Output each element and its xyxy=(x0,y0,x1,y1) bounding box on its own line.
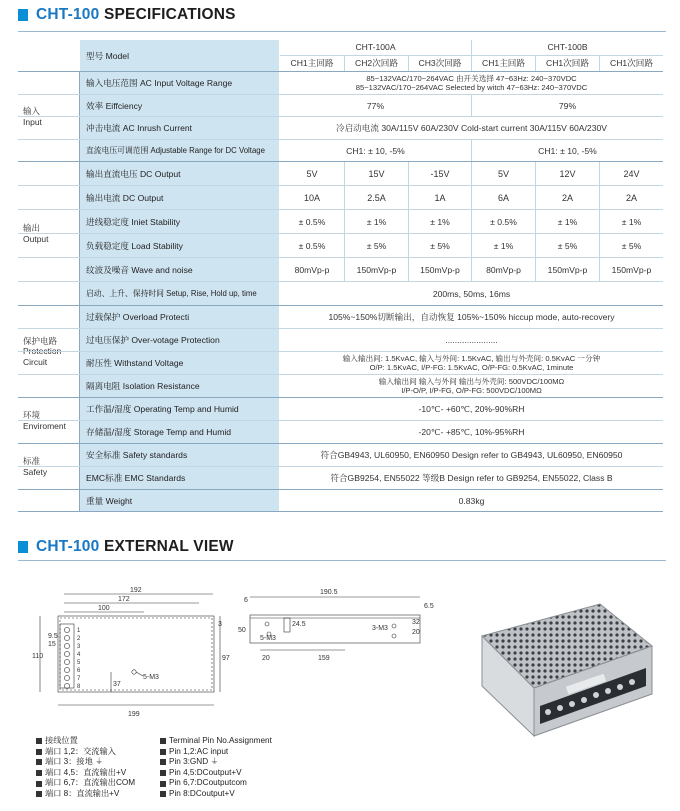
row-label: 过载保护 Overload Protecti xyxy=(80,306,280,328)
emc-value: 符合GB9254, EN55022 等级B Design refer to GB9254, EN55022, Class B xyxy=(330,473,613,483)
row-emc xyxy=(18,467,663,490)
legend-cn-title: 接线位置 xyxy=(36,736,135,747)
value-cell: ± 1% xyxy=(408,210,471,233)
view-title: EXTERNAL VIEW xyxy=(103,538,234,555)
channel-header: CH2次回路 xyxy=(344,56,408,71)
channel-header: CH1主回路 xyxy=(290,58,334,69)
bullet-icon xyxy=(160,749,166,755)
value-cell: ± 1% xyxy=(535,210,599,233)
bullet-icon xyxy=(160,781,166,787)
value-cell: -15V xyxy=(408,162,471,185)
legend-item: 端口 6,7：直流输出COM xyxy=(36,778,135,789)
bullet-icon xyxy=(160,759,166,765)
bullet-icon xyxy=(36,738,42,744)
row-load-reg xyxy=(18,234,663,258)
terminal-number: 6 xyxy=(77,668,81,674)
dim-label: 9.5 xyxy=(48,633,58,640)
terminal-number: 3 xyxy=(77,644,81,650)
bullet-icon xyxy=(36,781,42,787)
terminal-block xyxy=(60,624,74,688)
value-cell: 2.5A xyxy=(344,186,408,209)
value-cell: 10A xyxy=(303,192,320,203)
value-cell: ± 0.5% xyxy=(298,216,326,227)
row-weight xyxy=(18,490,663,512)
row-label: 输出电流 DC Output xyxy=(80,186,280,209)
ac-input-line1: 85~132VAC/170~264VAC 由开关选择 47~63Hz: 240~370VDC xyxy=(366,73,577,83)
dim-label: 110 xyxy=(32,653,44,660)
row-withstand xyxy=(18,352,663,375)
row-efficiency xyxy=(18,95,663,117)
row-adjust xyxy=(18,140,663,162)
row-timing xyxy=(18,282,663,306)
group-input: 输入 Input xyxy=(18,72,80,162)
side-slot xyxy=(284,618,290,632)
value-cell: 1A xyxy=(408,186,471,209)
view-rule xyxy=(18,560,666,561)
row-label: 耐压性 Withstand Voltage xyxy=(80,352,280,374)
row-safety-std xyxy=(18,444,663,467)
value-cell: 15V xyxy=(344,162,408,185)
dim-label: 15 xyxy=(48,641,56,648)
row-dc-current xyxy=(18,186,663,210)
model-b: CHT-100B xyxy=(471,40,663,55)
product-photo xyxy=(470,596,660,746)
op-temp-value: -10℃- +60℃, 20%-90%RH xyxy=(418,404,525,414)
adjust-b: CH1: ± 10, -5% xyxy=(471,140,663,161)
safety-std-value: 符合GB4943, UL60950, EN60950 Design refer to GB4943, UL60950, EN60950 xyxy=(320,450,623,460)
overvoltage-value: ...................... xyxy=(445,335,498,345)
legend-item: Pin 6,7:DCoutputcom xyxy=(160,778,272,789)
row-label: 输出直流电压 DC Output xyxy=(80,162,280,185)
header-row xyxy=(18,40,663,72)
row-label: 过电压保护 Over-votage Protection xyxy=(80,329,280,351)
terminal-numbers xyxy=(77,628,81,690)
dim-label: 3 xyxy=(218,621,222,628)
isolation-line1: 输入输出间 输入与外间 输出与外壳间: 500VDC/100MΩ xyxy=(378,376,565,386)
row-label: 输入电压范围 AC Input Voltage Range xyxy=(80,72,280,94)
value-cell: 150mVp-p xyxy=(344,258,408,281)
screw-label: 5-M3 xyxy=(143,674,159,681)
dim-label: 190.5 xyxy=(320,589,338,596)
inrush-value: 冷启动电流 30A/115V 60A/230V Cold-start current 30A/115V 60A/230V xyxy=(335,123,607,133)
side-hole xyxy=(392,634,396,638)
legend-item: Pin 8:DCoutput+V xyxy=(160,789,272,800)
view-section-title xyxy=(18,538,234,556)
bullet-icon xyxy=(36,749,42,755)
case-outline xyxy=(58,616,214,692)
row-label: 效率 Eiffciency xyxy=(80,95,280,116)
terminal-number: 1 xyxy=(77,628,81,634)
row-op-temp xyxy=(18,398,663,421)
timing-value: 200ms, 50ms, 16ms xyxy=(432,288,511,299)
value-cell: 80mVp-p xyxy=(471,258,535,281)
withstand-line2: O/P: 1.5KvAC, I/P-FG: 1.5KvAC, O/P-FG: 0.5KvAC, 1minute xyxy=(369,363,574,372)
value-cell: 12V xyxy=(535,162,599,185)
dim-label: 50 xyxy=(238,627,246,634)
dim-label: 97 xyxy=(222,655,230,662)
st-temp-value: -20℃- +85℃, 10%-95%RH xyxy=(418,427,525,437)
mount-hole xyxy=(132,670,136,674)
row-label: EMC标准 EMC Standards xyxy=(80,467,280,489)
channel-header: CH3次回路 xyxy=(408,56,471,71)
bullet-icon xyxy=(36,770,42,776)
row-label: 工作温/湿度 Operating Temp and Humid xyxy=(80,398,280,420)
value-cell: 5V xyxy=(306,168,318,179)
spec-title: SPECIFICATIONS xyxy=(103,6,236,23)
dim-label: 3-M3 xyxy=(372,625,388,632)
legend-en xyxy=(160,736,272,800)
dim-label: 172 xyxy=(118,596,130,603)
value-cell: ± 1% xyxy=(599,210,663,233)
legend-item: Pin 3:GND ⏚ xyxy=(160,757,272,768)
dim-label: 5-M3 xyxy=(260,635,276,642)
side-hole xyxy=(392,624,396,628)
bullet-icon xyxy=(160,791,166,797)
group-protection: 保护电路 Protection Circuit xyxy=(18,306,80,398)
row-overload xyxy=(18,306,663,329)
dim-label: 192 xyxy=(130,587,142,594)
row-line-reg xyxy=(18,210,663,234)
bullet-icon xyxy=(36,759,42,765)
terminal-screws xyxy=(64,627,69,688)
dim-label: 37 xyxy=(113,681,121,688)
mount-hole-leader xyxy=(136,672,143,676)
channel-header: CH1次回路 xyxy=(535,56,599,71)
inner-outline xyxy=(60,618,212,690)
row-st-temp xyxy=(18,421,663,444)
bullet-icon xyxy=(160,738,166,744)
value-cell: 6A xyxy=(471,186,535,209)
channel-header: CH1主回路 xyxy=(471,56,535,71)
value-cell: ± 5% xyxy=(408,234,471,257)
dim-label: 20 xyxy=(412,629,420,636)
legend-item: 端口 1,2：交流输入 xyxy=(36,747,135,758)
legend-item: 端口 3：接地 ⏚ xyxy=(36,757,135,768)
view-model: CHT-100 xyxy=(36,538,100,555)
value-cell: 5V xyxy=(471,162,535,185)
row-label: 隔离电阻 Isolation Resistance xyxy=(80,375,280,397)
group-environment: 环境 Enviroment xyxy=(18,398,80,444)
spec-rule xyxy=(18,31,666,32)
value-cell: 80mVp-p xyxy=(294,264,330,275)
value-cell: 150mVp-p xyxy=(408,258,471,281)
section-marker-icon xyxy=(18,541,28,553)
model-label: 型号 Model xyxy=(80,40,280,71)
dim-label: 24.5 xyxy=(292,621,306,628)
bullet-icon xyxy=(36,791,42,797)
dim-label: 6.5 xyxy=(424,603,434,610)
value-cell: ± 5% xyxy=(599,234,663,257)
dim-label: 100 xyxy=(98,605,110,612)
row-label: 安全标准 Safety standards xyxy=(80,444,280,466)
terminal-number: 5 xyxy=(77,660,81,666)
dim-label: 199 xyxy=(128,711,140,718)
row-label: 纹波及噪音 Wave and noise xyxy=(80,258,280,281)
value-cell: 2A xyxy=(599,186,663,209)
row-label: 存储温/湿度 Storage Temp and Humid xyxy=(80,421,280,443)
legend-cn xyxy=(36,736,135,800)
drawing-labels xyxy=(32,587,434,718)
technical-drawing xyxy=(0,580,470,730)
terminal-number: 4 xyxy=(77,652,81,658)
withstand-line1: 输入输出间: 1.5KvAC, 输入与外间: 1.5KvAC, 输出与外壳间: 0.5KvAC 一分钟 xyxy=(342,353,601,363)
row-inrush xyxy=(18,117,663,140)
weight-value: 0.83kg xyxy=(458,495,485,506)
side-hole xyxy=(265,622,269,626)
legend-item: Pin 4,5:DCoutput+V xyxy=(160,768,272,779)
dim-label: 6 xyxy=(244,597,248,604)
row-overvoltage xyxy=(18,329,663,352)
overload-value: 105%~150%切断输出，自动恢复 105%~150% hiccup mode, auto-recovery xyxy=(328,312,615,322)
value-cell: ± 1% xyxy=(344,210,408,233)
terminal-number: 7 xyxy=(77,676,81,682)
adjust-a: CH1: ± 10, -5% xyxy=(346,145,405,156)
row-isolation xyxy=(18,375,663,398)
dim-label: 32 xyxy=(412,619,420,626)
value-cell: ± 1% xyxy=(471,234,535,257)
dim-label: 159 xyxy=(318,655,330,662)
row-ripple xyxy=(18,258,663,282)
legend-en-title: Terminal Pin No.Assignment xyxy=(160,736,272,747)
row-label: 直流电压可调范围 Adjustable Range for DC Voltage xyxy=(80,140,280,161)
spec-model: CHT-100 xyxy=(36,6,100,23)
row-label: 负载稳定度 Load Stability xyxy=(80,234,280,257)
row-ac-input xyxy=(18,72,663,95)
dim-label: 20 xyxy=(262,655,270,662)
model-a: CHT-100A xyxy=(355,42,396,53)
value-cell: 150mVp-p xyxy=(535,258,599,281)
legend-item: 端口 8：直流输出+V xyxy=(36,789,135,800)
value-cell: ± 5% xyxy=(535,234,599,257)
row-label: 冲击电流 AC Inrush Current xyxy=(80,117,280,139)
value-cell: 150mVp-p xyxy=(599,258,663,281)
row-label: 启动、上升、保持时间 Setup, Rise, Hold up, time xyxy=(80,282,280,305)
efficiency-b: 79% xyxy=(471,95,663,116)
legend-item: 端口 4,5：直流输出+V xyxy=(36,768,135,779)
group-output: 输出 Output xyxy=(18,162,80,306)
terminal-number: 8 xyxy=(77,684,81,690)
spec-table xyxy=(18,40,663,512)
row-label: 重量 Weight xyxy=(80,490,280,511)
channel-header: CH1次回路 xyxy=(599,56,663,71)
value-cell: ± 0.5% xyxy=(471,210,535,233)
value-cell: ± 5% xyxy=(344,234,408,257)
row-label: 进线稳定度 Iniet Stability xyxy=(80,210,280,233)
isolation-line2: I/P-O/P, I/P-FG, O/P-FG: 500VDC/100MΩ xyxy=(401,386,542,395)
efficiency-a: 77% xyxy=(366,100,385,111)
value-cell: 24V xyxy=(599,162,663,185)
row-dc-voltage xyxy=(18,162,663,186)
bullet-icon xyxy=(160,770,166,776)
value-cell: ± 0.5% xyxy=(298,240,326,251)
legend-item: Pin 1,2:AC input xyxy=(160,747,272,758)
spec-section-title xyxy=(18,6,236,24)
group-safety: 标准 Safety xyxy=(18,444,80,490)
front-view xyxy=(40,594,420,705)
ac-input-line2: 85~132VAC/170~264VAC Selected by witch 47~63Hz: 240~370VDC xyxy=(355,83,588,92)
section-marker-icon xyxy=(18,9,28,21)
value-cell: 2A xyxy=(535,186,599,209)
terminal-number: 2 xyxy=(77,636,81,642)
